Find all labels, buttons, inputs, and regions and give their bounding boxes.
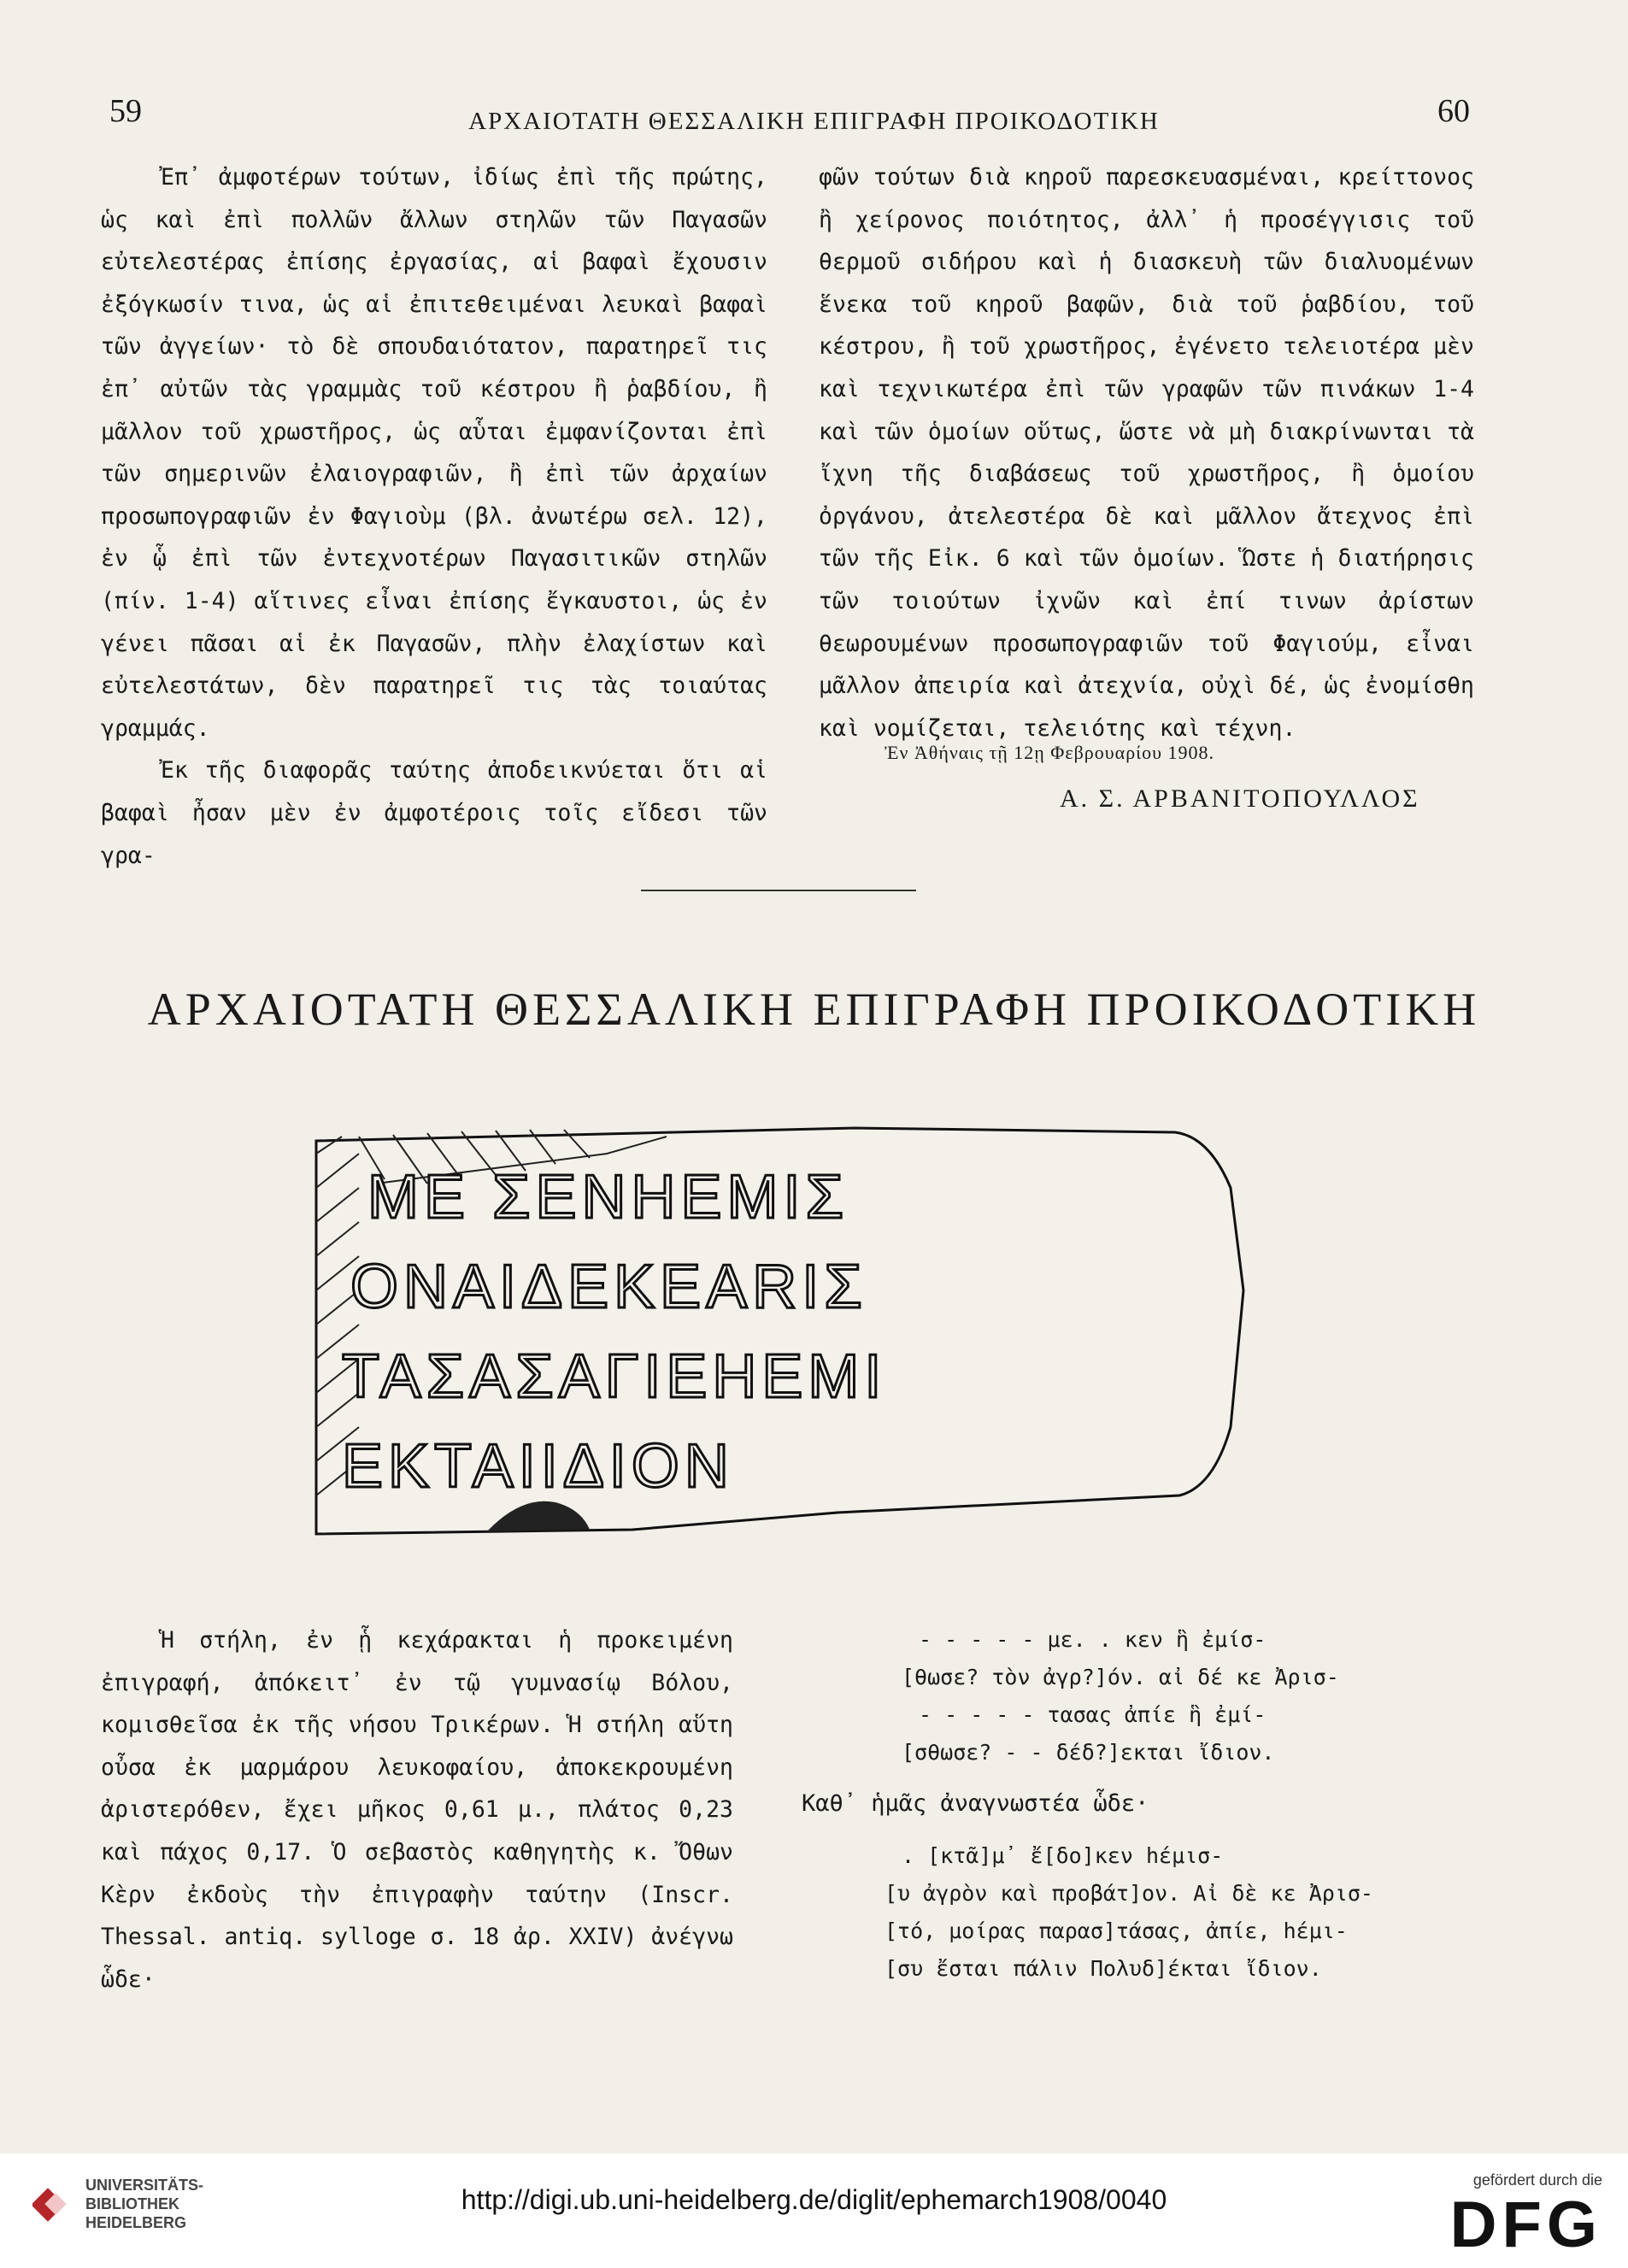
left-paragraph-2: Ἐκ τῆς διαφορᾶς ταύτης ἀποδεικνύεται ὅτι αἱ βαφαὶ ἦσαν μὲν ἐν ἀμφοτέροις τοῖς εἴδεσι τῶν γρα- xyxy=(101,757,767,869)
edition-line: [συ ἔσται πάλιν Πολυδ]έκται ἴδιον. xyxy=(885,1956,1322,1981)
funding-label: gefördert durch die xyxy=(1472,2171,1602,2189)
library-name-line: UNIVERSITÄTS- xyxy=(85,2177,204,2194)
bottom-left-column xyxy=(101,1619,733,2001)
permalink[interactable]: http://digi.ub.uni-heidelberg.de/diglit/ephemarch1908/0040 xyxy=(461,2184,1167,2215)
author-signature: Α. Σ. ΑΡΒΑΝΙΤΟΠΟΥΛΛΟΣ xyxy=(1060,784,1420,813)
inscription-line-3: ΤΑΣΑΣΑΓΙΕΗΕΜΙ xyxy=(342,1343,887,1411)
dfg-logo: DFG xyxy=(1449,2189,1602,2261)
edition-line: - - - - - με. . κεν ἣ ἐμίσ- xyxy=(919,1627,1267,1652)
library-name-line: BIBLIOTHEK xyxy=(85,2195,179,2212)
kern-edition xyxy=(902,1621,1339,1772)
edition-line: [τό, μοίρας παρασ]τάσας, ἀπίε, hέμι- xyxy=(885,1918,1348,1943)
bottom-left-paragraph: Ἡ στήλη, ἐν ᾗ κεχάρακται ἡ προκειμένη ἐπιγραφή, ἀπόκειτ᾿ ἐν τῷ γυμνασίῳ Βόλου, κομισθεῖσα ἐκ τῆς νήσου Τρικέρων. Ἡ στήλη αὕτη οὖσα ἐκ μαρμάρου λευκοφαίου, ἀποκεκρουμένη ἀριστερόθεν, ἔχει μῆκος 0,61 μ., πλάτος 0,23 καὶ πάχος 0,17. Ὁ σεβαστὸς καθηγητὴς κ. Ὄθων Κὲρν ἐκδοὺς τὴν ἐπιγραφὴν ταύτην (Inscr. Thessal. antiq. sylloge σ. 18 ἀρ. XXIV) ἀνέγνω ὧδε· xyxy=(101,1627,733,1993)
article-title: ΑΡΧΑΙΟΤΑΤΗ ΘΕΣΣΑΛΙΚΗ ΕΠΙΓΡΑΦΗ ΠΡΟΙΚΟΔΟΤΙΚΗ xyxy=(147,984,1481,1035)
inscription-drawing xyxy=(308,1119,1248,1547)
author-edition xyxy=(885,1837,1373,1988)
left-column xyxy=(101,156,767,877)
reading-intro: Καθ᾿ ἡμᾶς ἀναγνωστέα ὧδε· xyxy=(802,1790,1149,1817)
section-divider xyxy=(641,890,916,891)
page-number-left: 59 xyxy=(109,93,142,129)
inscription-line-2: ΟΝΑΙΔΕΚΕΑRIΣ xyxy=(350,1253,867,1321)
inscription-line-4: ΕΚΤΑΙΙΔΙΟΝ xyxy=(342,1432,734,1501)
edition-line: . [κτᾶ]μ᾿ ἔ[δο]κεν hέμισ- xyxy=(902,1843,1224,1868)
library-name-line: HEIDELBERG xyxy=(85,2214,187,2231)
page-number-right: 60 xyxy=(1437,93,1470,129)
edition-line: - - - - - τασας ἀπίε ἣ ἐμί- xyxy=(919,1702,1267,1727)
date-line: Ἐν Ἀθήναις τῇ 12ῃ Φεβρουαρίου 1908. xyxy=(885,742,1214,763)
edition-line: [υ ἀγρὸν καὶ προβάτ]ον. Αἰ δὲ κε Ἀρισ- xyxy=(885,1881,1373,1906)
right-paragraph: φῶν τούτων διὰ κηροῦ παρεσκευασμέναι, κρείττονος ἢ χείρονος ποιότητος, ἀλλ᾿ ἡ προσέγγισις τοῦ θερμοῦ σιδήρου καὶ ἡ διασκευὴ τῶν διαλυομένων ἕνεκα τοῦ κηροῦ βαφῶν, διὰ τοῦ ῥαβδίου, τοῦ κέστρου, ἢ τοῦ χρωστῆρος, ἐγένετο τελειοτέρα μὲν καὶ τεχνικωτέρα ἐπὶ τῶν γραφῶν τῶν πινάκων 1-4 καὶ τῶν ὁμοίων οὕτως, ὥστε νὰ μὴ διακρίνωνται τὰ ἴχνη τῆς διαβάσεως τοῦ χρωστῆρος, ἢ ὁμοίου ὀργάνου, ἀτελεστέρα δὲ καὶ μᾶλλον ἄτεχνος ἐπὶ τῶν τῆς Εἰκ. 6 καὶ τῶν ὁμοίων. Ὥστε ἡ διατήρησις τῶν τοιούτων ἰχνῶν καὶ ἐπί τινων ἀρίστων θεωρουμένων προσωπογραφιῶν τοῦ Φαγιούμ, εἶναι μᾶλλον ἀπειρία καὶ ἀτεχνία, οὐχὶ δέ, ὡς ἐνομίσθη καὶ νομίζεται, τελειότης καὶ τέχνη. xyxy=(819,164,1474,742)
right-column xyxy=(819,156,1474,749)
left-paragraph-1: Ἐπ᾿ ἀμφοτέρων τούτων, ἰδίως ἐπὶ τῆς πρώτης, ὡς καὶ ἐπὶ πολλῶν ἄλλων στηλῶν τῶν Παγασῶν εὐτελεστέρας ἐπίσης ἐργασίας, αἱ βαφαὶ ἔχουσιν ἐξόγκωσίν τινα, ὡς αἱ ἐπιτεθειμέναι λευκαὶ βαφαὶ τῶν ἀγγείων· τὸ δὲ σπουδαιότατον, παρατηρεῖ τις ἐπ᾿ αὐτῶν τὰς γραμμὰς τοῦ κέστρου ἢ ῥαβδίου, ἢ μᾶλλον τοῦ χρωστῆρος, ὡς αὗται ἐμφανίζονται ἐπὶ τῶν σημερινῶν ἐλαιογραφιῶν, ἢ ἐπὶ τῶν ἀρχαίων προσωπογραφιῶν ἐν Φαγιοὺμ (βλ. ἀνωτέρω σελ. 12), ἐν ᾧ ἐπὶ τῶν ἐντεχνοτέρων Παγασιτικῶν στηλῶν (πίν. 1-4) αἵτινες εἶναι ἐπίσης ἔγκαυστοι, ὡς ἐν γένει πᾶσαι αἱ ἐκ Παγασῶν, πλὴν ἐλαχίστων καὶ εὐτελεστάτων, δὲν παρατηρεῖ τις τὰς τοιαύτας γραμμάς. xyxy=(101,164,767,742)
edition-line: [θωσε? τὸν ἀγρ?]όν. αἰ δέ κε Ἀρισ- xyxy=(902,1665,1339,1689)
inscription-line-1: ΜΕ ΣΕΝΗΕΜΙΣ xyxy=(367,1163,849,1231)
running-title: ΑΡΧΑΙΟΤΑΤΗ ΘΕΣΣΑΛΙΚΗ ΕΠΙΓΡΑΦΗ ΠΡΟΙΚΟΔΟΤΙΚΗ xyxy=(468,108,1160,135)
edition-line: [σθωσε? - - δέδ?]εκται ἴδιον. xyxy=(902,1740,1275,1765)
